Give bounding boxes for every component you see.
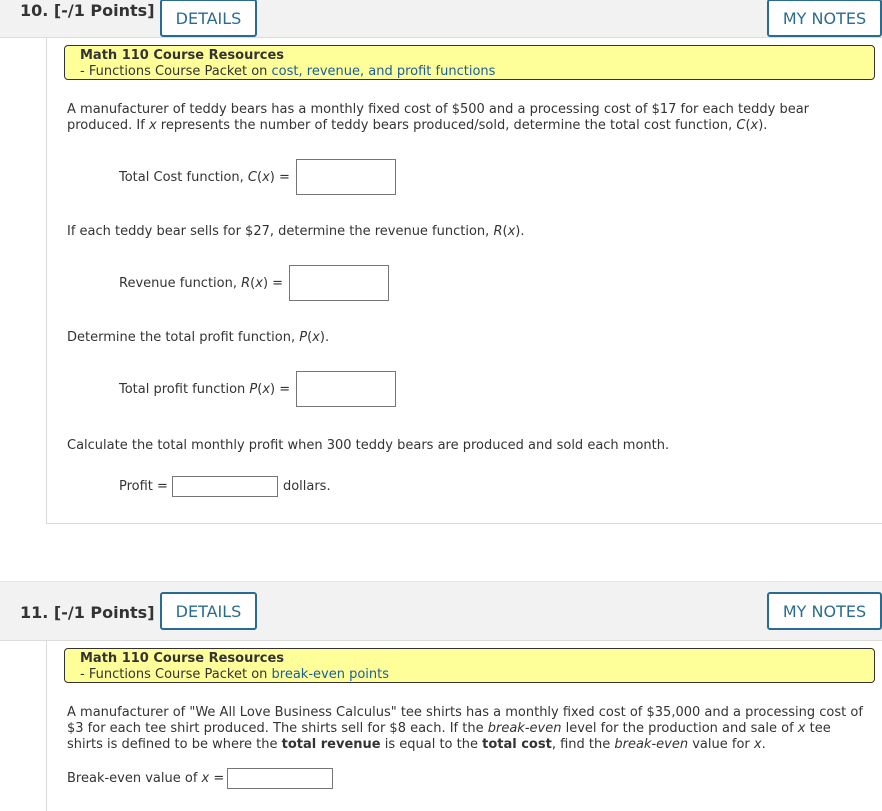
break-even-label: Break-even value of x =	[67, 771, 225, 786]
question-10-title: 10. [-/1 Points]	[20, 1, 155, 20]
profit-value-input[interactable]	[172, 476, 278, 497]
course-resources-box	[64, 648, 875, 683]
resource-title: Math 110 Course Resources	[80, 48, 285, 63]
question-10-intro: A manufacturer of teddy bears has a monthly fixed cost of $500 and a processing cost of $17 for each teddy bear produced. If x represents the number of teddy bears produced/sold, determine the total cost function, C(x).	[67, 102, 810, 133]
calc-profit-question: Calculate the total monthly profit when 300 teddy bears are produced and sold each month.	[67, 438, 670, 453]
total-cost-input[interactable]	[296, 159, 396, 195]
question-10-header	[0, 0, 882, 38]
resource-title: Math 110 Course Resources	[80, 651, 285, 666]
resource-link[interactable]: cost, revenue, and profit functions	[271, 64, 496, 79]
break-even-input[interactable]	[227, 768, 333, 789]
revenue-question: If each teddy bear sells for $27, determine the revenue function, R(x).	[67, 224, 525, 239]
profit-function-input[interactable]	[296, 371, 396, 407]
resource-link[interactable]: break-even points	[271, 667, 390, 682]
revenue-input[interactable]	[289, 265, 389, 301]
question-11-text: A manufacturer of "We All Love Business Calculus" tee shirts has a monthly fixed cost of $35,000 and a processing cost of $3 for each tee shirt produced. The shirts sell for $8 each. If the break-even level for the production and sale of x tee shirts is defined to be where the total revenue is equal to the total cost, find the break-even value for x.	[67, 705, 863, 752]
resource-line: - Functions Course Packet on break-even points	[80, 667, 390, 682]
profit-value-row	[119, 476, 331, 497]
details-button[interactable]: DETAILS	[160, 0, 257, 37]
my-notes-button[interactable]: MY NOTES	[767, 592, 882, 630]
revenue-row	[119, 265, 389, 301]
my-notes-button[interactable]: MY NOTES	[767, 0, 882, 37]
profit-value-label: Profit =	[119, 479, 168, 494]
total-cost-label: Total Cost function, C(x) =	[119, 169, 290, 185]
details-button[interactable]: DETAILS	[160, 592, 257, 630]
profit-question: Determine the total profit function, P(x).	[67, 330, 330, 345]
question-11-header	[0, 581, 882, 641]
profit-function-row	[119, 371, 396, 407]
break-even-row	[67, 768, 333, 789]
question-11-title: 11. [-/1 Points]	[20, 603, 155, 622]
revenue-label: Revenue function, R(x) =	[119, 275, 284, 291]
profit-function-label: Total profit function P(x) =	[119, 381, 291, 397]
dollars-label: dollars.	[282, 479, 331, 494]
course-resources-box	[64, 45, 875, 80]
total-cost-row	[119, 159, 396, 195]
resource-line: - Functions Course Packet on cost, revenue, and profit functions	[80, 64, 496, 79]
